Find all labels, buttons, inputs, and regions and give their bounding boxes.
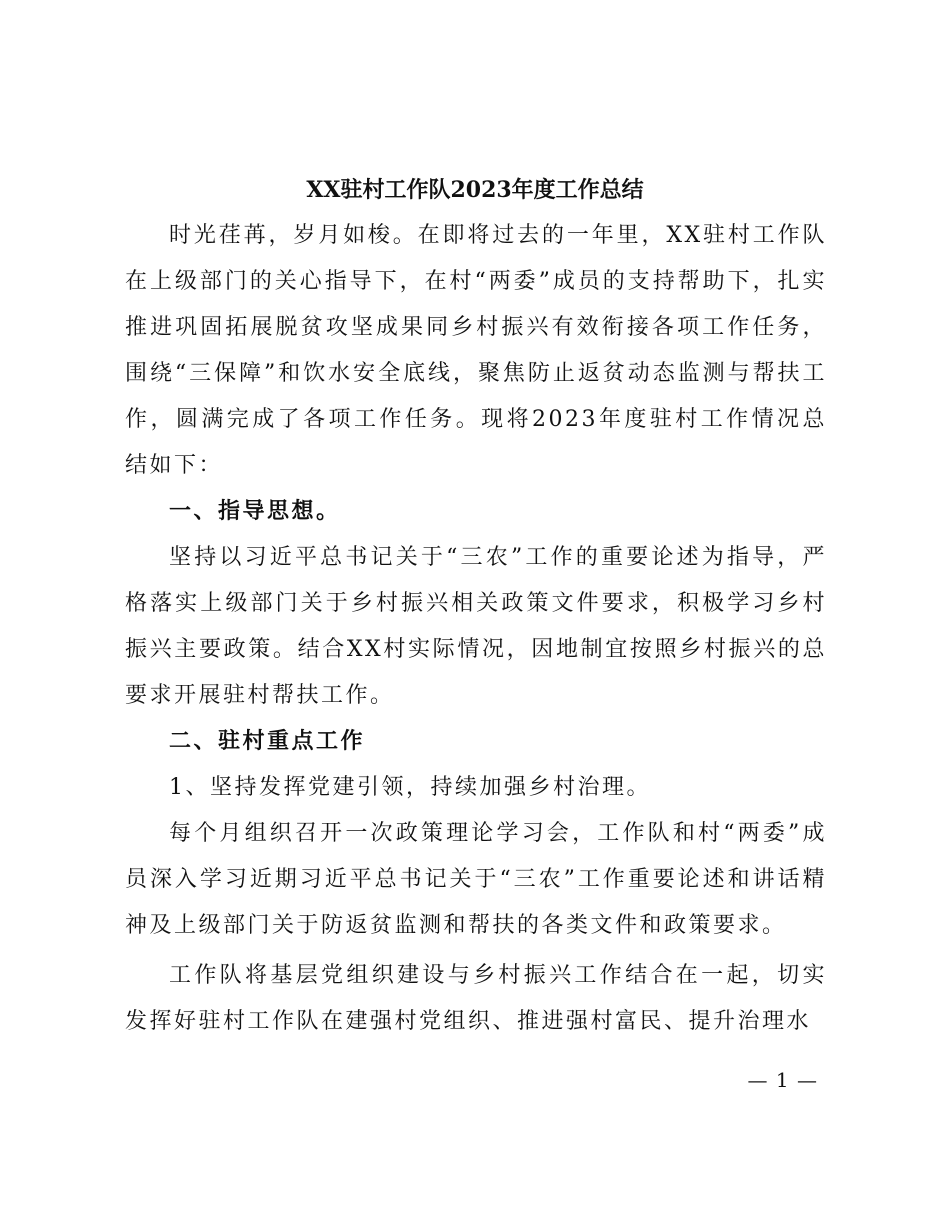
document-body (125, 213, 827, 1045)
subheading-party-building: 1、坚持发挥党建引领，持续加强乡村治理。 (169, 775, 651, 800)
party-organization-paragraph: 工作队将基层党组织建设与乡村振兴工作结合在一起，切实发挥好驻村工作队在建强村党组织、推进强村富民、提升治理水 (125, 963, 827, 1034)
document-title: XX驻村工作队2023年度工作总结 (306, 177, 644, 203)
study-meeting-paragraph: 每个月组织召开一次政策理论学习会，工作队和村“两委”成员深入学习近期习近平总书记关于“三农”工作重要论述和讲话精神及上级部门关于防返贫监测和帮扶的各类文件和政策要求。 (125, 821, 827, 938)
guiding-ideology-paragraph: 坚持以习近平总书记关于“三农”工作的重要论述为指导，严格落实上级部门关于乡村振兴相关政策文件要求，积极学习乡村振兴主要政策。结合XX村实际情况，因地制宜按照乡村振兴的总要求开展驻村帮扶工作。 (125, 545, 827, 708)
page-number: — 1 — (747, 1068, 818, 1092)
section-heading-key-work: 二、驻村重点工作 (169, 729, 366, 754)
intro-paragraph: 时光荏苒，岁月如梭。在即将过去的一年里，XX驻村工作队在上级部门的关心指导下，在村“两委”成员的支持帮助下，扎实推进巩固拓展脱贫攻坚成果同乡村振兴有效衔接各项工作任务，围绕“三保障”和饮水安全底线，聚焦防止返贫动态监测与帮扶工作，圆满完成了各项工作任务。现将2023年度驻村工作情况总结如下： (125, 223, 827, 478)
section-heading-guiding-ideology: 一、指导思想。 (169, 499, 341, 524)
